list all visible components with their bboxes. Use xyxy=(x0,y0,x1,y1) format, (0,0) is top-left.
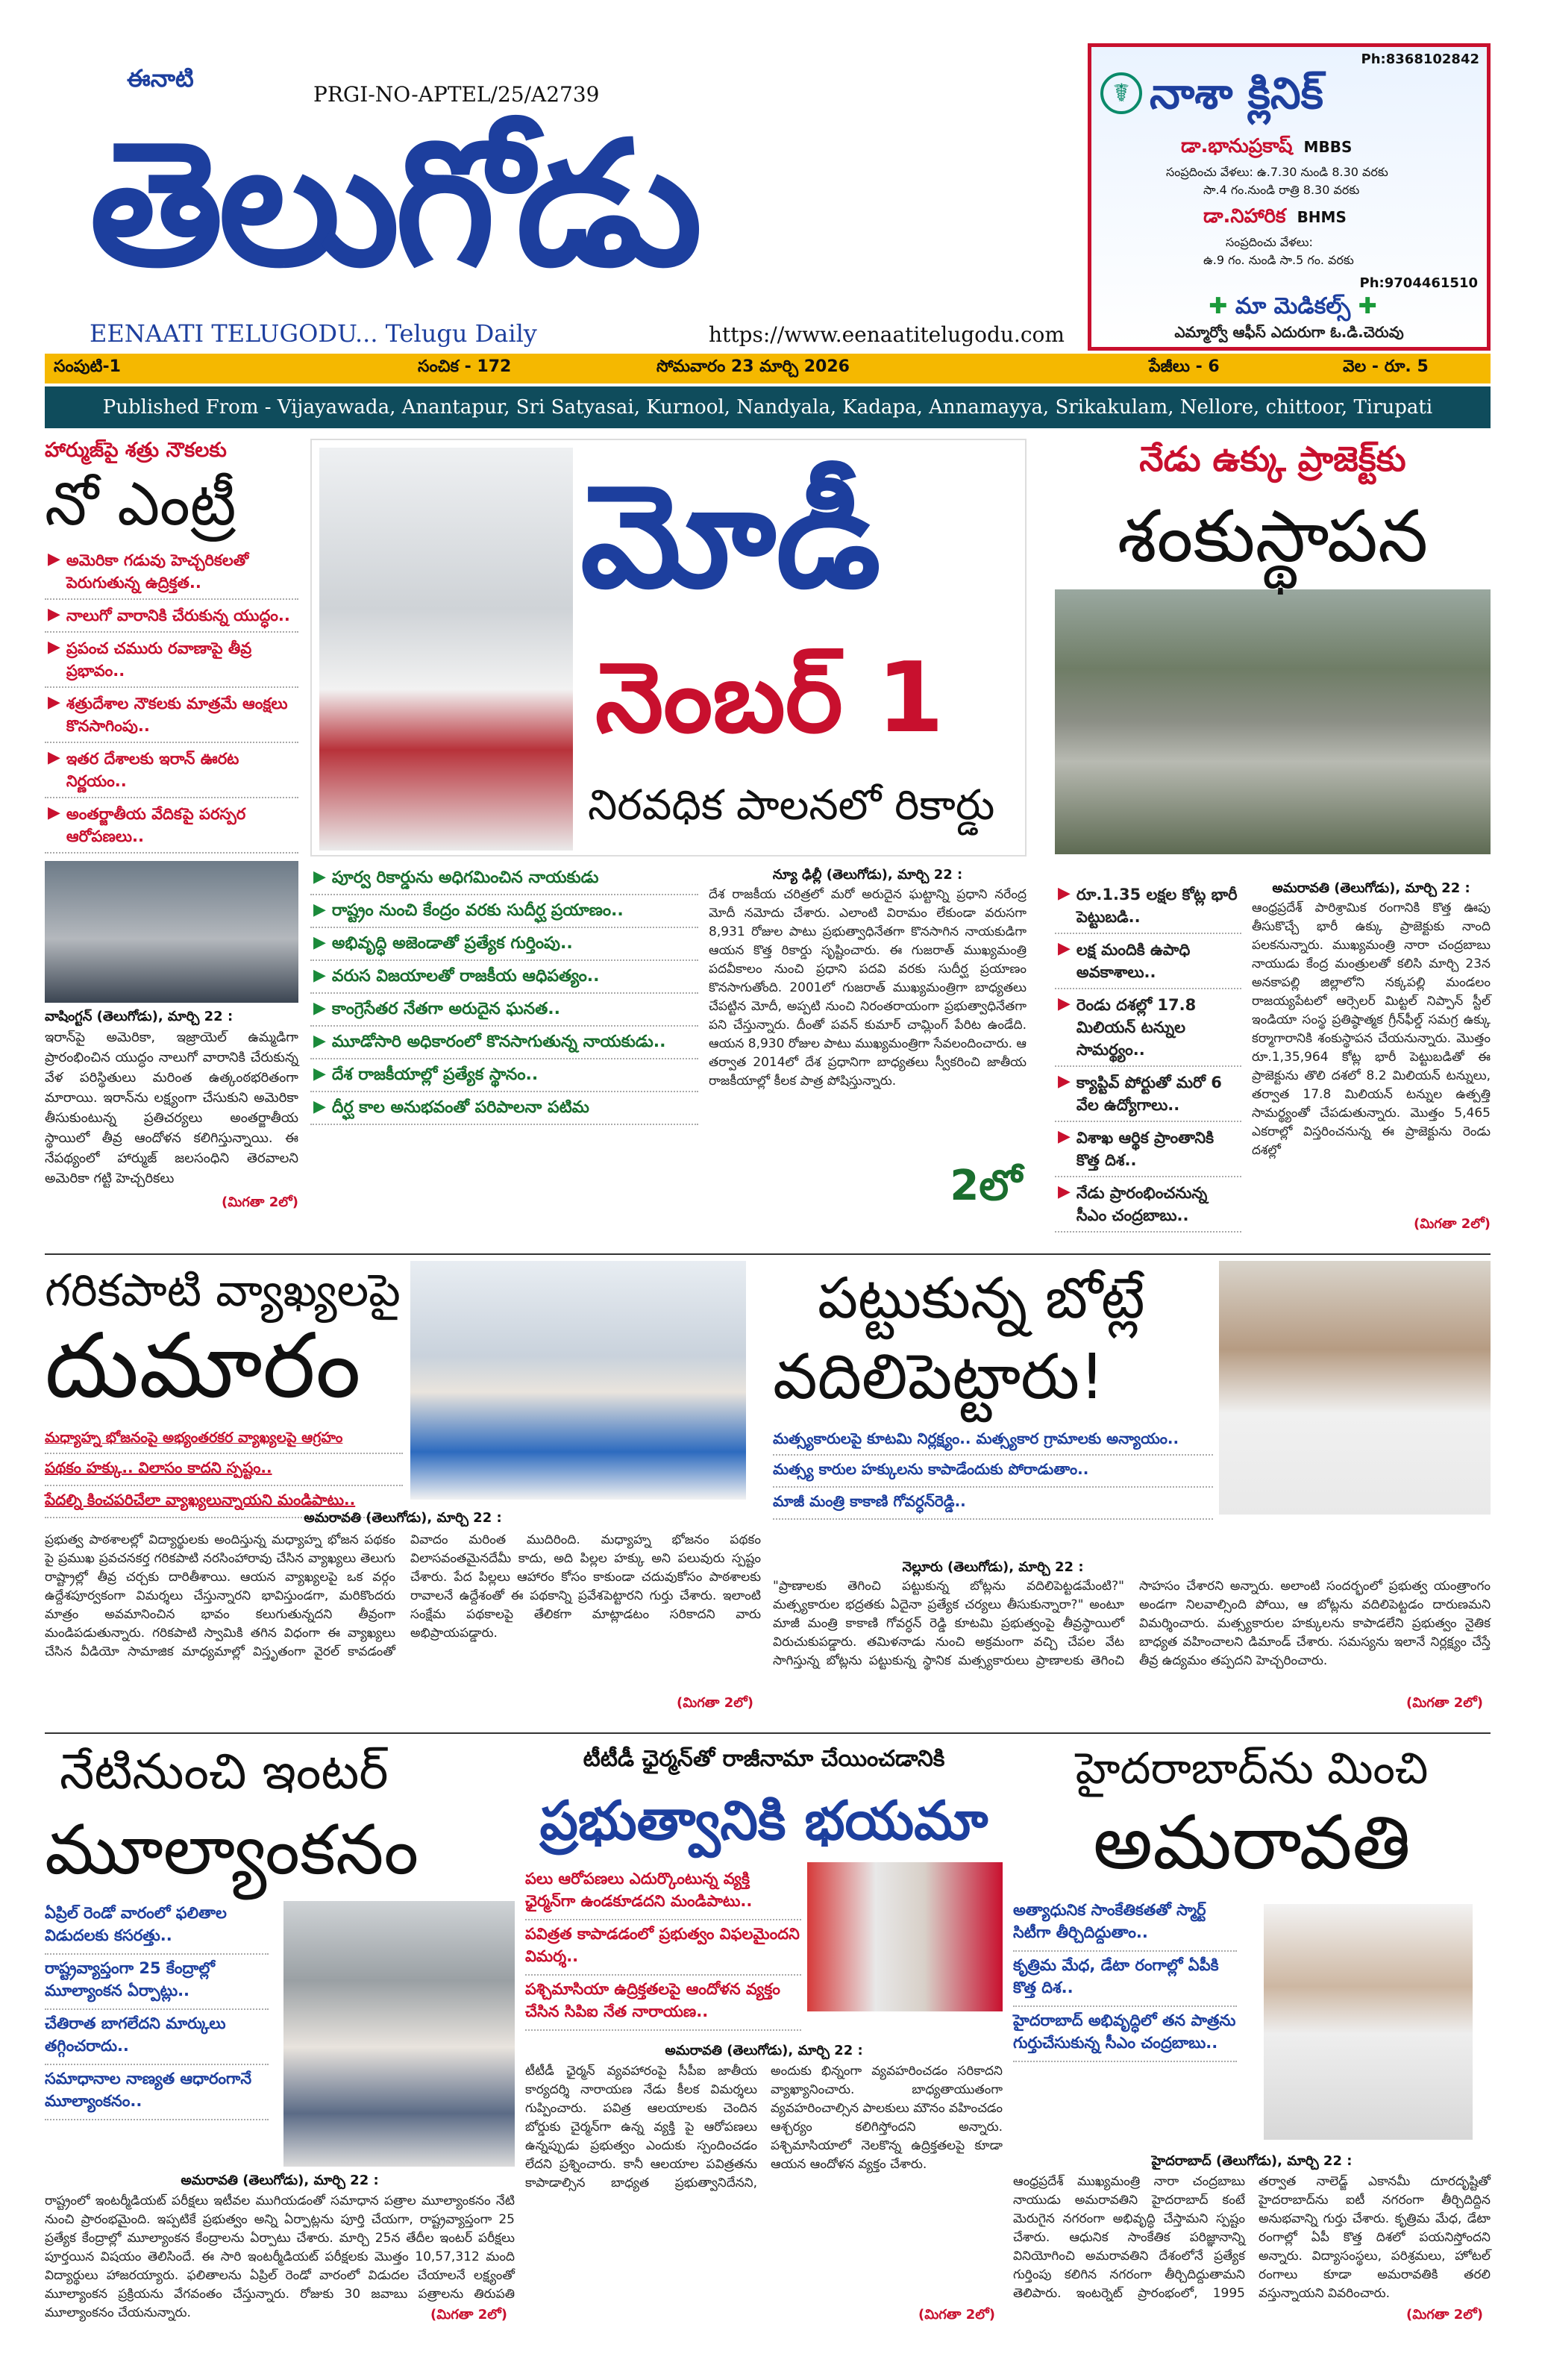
list-item xyxy=(1055,989,1241,1067)
amaravati-headline: అమరావతి xyxy=(1093,1799,1411,1886)
bullet-arrow-icon: ▶ xyxy=(313,901,326,919)
steel-story xyxy=(1055,439,1491,1259)
inter-exam-photo xyxy=(283,1901,515,2167)
bullet-text: రూ.1.35 లక్షల కోట్ల భారీ పెట్టుబడి.. xyxy=(1076,886,1238,926)
ttd-headline: ప్రభుత్వానికి భయమా xyxy=(539,1789,988,1852)
pharmacy-label: మా మెడికల్స్ xyxy=(1235,293,1351,319)
list-item xyxy=(1013,2007,1237,2062)
modi-bullet-list xyxy=(310,862,698,1125)
issue-number: సంచిక - 172 xyxy=(418,357,512,376)
bullet-arrow-icon: ▶ xyxy=(1058,1183,1071,1201)
doctor-1-name xyxy=(1181,135,1352,162)
bullet-arrow-icon: ▶ xyxy=(1058,884,1071,903)
garikapati-body xyxy=(45,1531,761,1692)
list-item xyxy=(310,928,698,961)
list-item xyxy=(45,743,298,798)
bullet-arrow-icon: ▶ xyxy=(313,1097,326,1116)
bullet-text: ఏప్రిల్ రెండో వారంలో ఫలితాల విడుదలకు కసరత్తు.. xyxy=(45,1904,227,1944)
website-link[interactable]: https://www.eenaatitelugodu.com xyxy=(709,322,1065,347)
bullet-arrow-icon: ▶ xyxy=(1058,995,1071,1013)
newspaper-subtitle: EENAATI TELUGODU... Telugu Daily xyxy=(90,319,537,348)
bullet-text: శత్రుదేశాల నౌకలకు మాత్రమే ఆంక్షలు కొనసాగింపు.. xyxy=(66,695,288,735)
bullet-text: కాంగ్రెసేతర నేతగా అరుదైన ఘనత.. xyxy=(331,1000,560,1018)
garikapati-photo xyxy=(410,1261,746,1500)
highlight-item: మత్స్య కారుల హక్కులను కాపాడేందుకు పోరాడుతాం.. xyxy=(773,1456,1213,1488)
hormuz-photo xyxy=(45,861,298,1003)
hormuz-continued: (మిగతా 2లో) xyxy=(222,1194,298,1210)
doctor-1-degree: MBBS xyxy=(1303,138,1353,156)
modi-continued: 2లో xyxy=(945,1162,1027,1221)
ad-phone-2: Ph:9704461510 xyxy=(1359,275,1478,291)
kakani-body-text: "ప్రాణాలకు తెగించి పట్టుకున్న బోట్లను వదిలిపెట్టడమేంటి?" మత్స్యకారుల భద్రతకు ఏదైనా ప్రత్యేక చర్యలు తీసుకున్నారా?" అంటూ మాజీ మంత్రి కాకాణి గోవర్ధన్ రెడ్డి కూటమి ప్రభుత్వంపై తీవ్రస్థాయిలో విరుచుకుపడ్డారు. తమిళనాడు నుంచి అక్రమంగా వచ్చి చేపల వేట సాగిస్తున్న బోట్లను పట్టుకున్న స్థానిక మత్స్యకారులు ప్రాణాలకు తెగించి సాహసం చేశారని అన్నారు. అలాంటి సందర్భంలో ప్రభుత్వ యంత్రాంగం అండగా నిలవాల్సింది పోయి, ఆ బోట్లను వదిలిపెట్టడం దారుణమని విమర్శించారు. మత్స్యకారుల హక్కులను కాపాడలేని ప్రభుత్వం నైతిక బాధ్యత వహించాలని డిమాండ్ చేశారు. సమస్యను ఇలానే నిర్లక్ష్యం చేస్తే తీవ్ర ఉద్యమం తప్పదని హెచ్చరించారు. xyxy=(773,1579,1491,1668)
doctor-2-timing: ఉ.9 గం. నుండి సా.5 గం. వరకు xyxy=(1203,253,1354,267)
doctor-2-label: డా.నిహారిక xyxy=(1203,205,1286,228)
ttd-continued: (మిగతా 2లో) xyxy=(918,2307,995,2323)
amaravati-kicker: హైదరాబాద్‌ను మించి xyxy=(1075,1743,1429,1794)
divider xyxy=(45,1732,1491,1734)
list-item xyxy=(310,961,698,994)
doctor-2-timing-label: సంప్రదించు వేళలు: xyxy=(1226,235,1313,249)
doctor-1-timing-evening: సా.4 గం.నుండి రాత్రి 8.30 వరకు xyxy=(1203,183,1360,197)
cross-icon: ✚ xyxy=(1209,293,1228,319)
list-item xyxy=(525,1865,801,1920)
bullet-arrow-icon: ▶ xyxy=(1058,1127,1071,1146)
bullet-arrow-icon: ▶ xyxy=(48,748,60,767)
garikapati-dateline: అమరావతి (తెలుగోడు), మార్చి 22 : xyxy=(304,1510,502,1526)
doctor-2-name xyxy=(1203,205,1347,232)
published-from-bar: Published From - Vijayawada, Anantapur, Sri Satyasai, Kurnool, Nandyala, Kadapa, Annamayya, Srikakulam, Nellore, chittoor, Tirupati xyxy=(45,386,1491,428)
bullet-text: హైదరాబాద్ అభివృద్ధిలో తన పాత్రను గుర్తుచేసుకున్న సీఎం చంద్రబాబు.. xyxy=(1013,2011,1236,2052)
bullet-text: లక్ష మందికి ఉపాధి అవకాశాలు.. xyxy=(1076,941,1191,981)
modi-subhead: నిరవధిక పాలనలో రికార్డు xyxy=(588,781,995,830)
hormuz-kicker: హార్ముజ్‌పై శత్రు నౌకలకు xyxy=(45,439,227,462)
clinic-name: నాశా క్లినిక్ xyxy=(1150,68,1323,119)
bullet-text: పశ్చిమాసియా ఉద్రిక్తతలపై ఆందోళన వ్యక్తం చేసిన సిపిఐ నేత నారాయణ.. xyxy=(525,1980,780,2020)
kakani-headline-line2: వదిలిపెట్టారు! xyxy=(773,1340,1105,1413)
price: వెల - రూ. 5 xyxy=(1343,357,1429,376)
bullet-text: ఇతర దేశాలకు ఇరాన్ ఊరట నిర్ణయం.. xyxy=(66,750,239,790)
ttd-story xyxy=(525,1738,1003,2335)
bullet-text: విశాఖ ఆర్థిక ప్రాంతానికి కొత్త దిశ.. xyxy=(1076,1129,1215,1169)
ad-address: ఎమ్మార్వో ఆఫీస్ ఎదురుగా ఓ.డి.చెరువు xyxy=(1174,323,1404,341)
cross-icon: ✚ xyxy=(1358,293,1377,319)
bullet-text: రాష్ట్రం నుంచి కేంద్రం వరకు సుదీర్ఘ ప్రయాణం.. xyxy=(331,901,624,920)
hormuz-dateline: వాషింగ్టన్ (తెలుగోడు), మార్చి 22 : xyxy=(45,1009,234,1024)
list-item xyxy=(1055,1067,1241,1122)
list-item xyxy=(310,1027,698,1059)
garikapati-body-text: ప్రభుత్వ పాఠశాలల్లో విద్యార్థులకు అందిస్తున్న మధ్యాహ్న భోజన పథకం పై ప్రముఖ ప్రవచనకర్త గరికపాటి నరసింహారావు చేసిన వ్యాఖ్యలు తెలుగు రాష్ట్రాల్లో తీవ్ర చర్చకు దారితీశాయి. ఆయన వ్యాఖ్యలపై ఒక వర్గం ఉద్దేశపూర్వకంగా విమర్శలు చేస్తున్నారని భావిస్తుండగా, మరికొందరు మాత్రం అవమానించిన భావం కలుగుతున్నదని తీవ్రంగా మండిపడుతున్నారు. గరికపాటి స్వామికి తగిన విధంగా ఈ వ్యాఖ్యలు చేసిన వీడియో సామాజిక మాధ్యమాల్లో విస్తృతంగా వైరల్ కావడంతో వివాదం మరింత ముదిరింది. మధ్యాహ్న భోజనం పథకం విలాసవంతమైనదేమీ కాదు, అది పిల్లల హక్కు అని పలువురు స్పష్టం చేశారు. పేద పిల్లలు ఆహారం కోసం కాకుండా చదువుకోసం పాఠశాలకు రావాలనే ఉద్దేశంతో ఈ పథకాన్ని ప్రవేశపెట్టారని గుర్తు చేశారు. ఇలాంటి సంక్షేమ పథకాలపై తేలికగా మాట్లాడటం సరికాదని వారు అభిప్రాయపడ్డారు. xyxy=(45,1532,761,1659)
inter-body-text: రాష్ట్రంలో ఇంటర్మీడియట్ పరీక్షలు ఇటీవల ముగియడంతో సమాధాన పత్రాల మూల్యాంకనం నేటి నుంచి ప్రారంభమైంది. ఇప్పటికే ప్రభుత్వం అన్ని ఏర్పాట్లను పూర్తి చేయగా, రాష్ట్రవ్యాప్తంగా 25 ప్రత్యేక కేంద్రాల్లో మూల్యాంకన కేంద్రాలను ఏర్పాటు చేశారు. మార్చి 25న తేదీల ఇంటర్ పరీక్షలు పూర్తయిన విషయం తెలిసిందే. ఈ సారి ఇంటర్మీడియట్ పరీక్షలకు మొత్తం 10,57,312 మంది విద్యార్థులు హాజరయ్యారు. ఫలితాలను ఏప్రిల్ రెండో వారంలో విడుదల చేయాలనే లక్ష్యంతో మూల్యాంకన ప్రక్రియను వేగవంతం చేస్తున్నారు. రోజుకు 30 జవాబు పత్రాలను తిరుపతి మూల్యాంకనం చేయనున్నారు. xyxy=(45,2193,515,2320)
modi-headline: నెంబర్ 1 xyxy=(595,641,944,754)
newspaper-title: తెలుగోడు xyxy=(90,105,698,304)
highlight-item: పేదల్ని కించపరిచేలా వ్యాఖ్యలున్నాయని మండిపాటు.. xyxy=(45,1486,403,1518)
list-item xyxy=(310,1059,698,1092)
steel-headline: శంకుస్థాపన xyxy=(1117,495,1429,578)
amaravati-bullet-list xyxy=(1013,1897,1237,2062)
steel-bullet-list xyxy=(1055,879,1241,1233)
list-item xyxy=(45,1900,269,1955)
amaravati-story xyxy=(1013,1738,1491,2335)
kakani-dateline: నెల్లూరు (తెలుగోడు), మార్చి 22 : xyxy=(902,1559,1084,1575)
bullet-text: నాలుగో వారానికి చేరుకున్న యుద్ధం.. xyxy=(66,607,290,624)
list-item xyxy=(45,798,298,854)
bullet-arrow-icon: ▶ xyxy=(1058,939,1071,958)
list-item xyxy=(45,2010,269,2065)
list-item xyxy=(1013,1897,1237,1952)
garikapati-headline: దుమారం xyxy=(45,1315,361,1418)
hormuz-body xyxy=(45,1027,298,1194)
eenaati-label: ఈనాటి xyxy=(127,64,194,93)
bullet-text: రాష్ట్రవ్యాప్తంగా 25 కేంద్రాల్లో మూల్యాంకన ఏర్పాట్లు.. xyxy=(45,1959,215,1999)
ttd-body-text: టీటీడీ ఛైర్మన్ వ్యవహారంపై సీపీఐ జాతీయ కార్యదర్శి నారాయణ నేడు కీలక విమర్శలు గుప్పించారు. పవిత్ర ఆలయాలకు చెందిన బోర్డుకు చైర్మన్‌గా ఉన్న వ్యక్తి పై ఆరోపణలు ఉన్నప్పుడు ప్రభుత్వం ఎందుకు స్పందించడం లేదని ప్రశ్నించారు. కానీ ఆలయాల పవిత్రతను కాపాడాల్సిన బాధ్యత ప్రభుత్వానిదేనని, అందుకు భిన్నంగా వ్యవహరించడం సరికాదని వ్యాఖ్యానించారు. బాధ్యతాయుతంగా వ్యవహరించాల్సిన పాలకులు మౌనం వహించడం ఆశ్చర్యం కలిగిస్తోందని అన్నారు. పశ్చిమాసియాలో నెలకొన్న ఉద్రిక్తతలపై కూడా ఆయన ఆందోళన వ్యక్తం చేశారు. xyxy=(525,2064,1003,2190)
bullet-text: పవిత్రత కాపాడడంలో ప్రభుత్వం విఫలమైందని విమర్శ.. xyxy=(525,1925,800,1965)
bullet-arrow-icon: ▶ xyxy=(313,1065,326,1083)
list-item xyxy=(1055,879,1241,934)
bullet-arrow-icon: ▶ xyxy=(313,1032,326,1050)
list-item xyxy=(310,895,698,928)
steel-body-text: ఆంధ్రప్రదేశ్ పారిశ్రామిక రంగానికి కొత్త ఊపు తీసుకొచ్చే భారీ ఉక్కు ప్రాజెక్టుకు నాంది పలకనున్నారు. ముఖ్యమంత్రి నారా చంద్రబాబు నాయుడు కేంద్ర మంత్రులతో కలిసి మార్చి 23న అనకాపల్లి జిల్లాలోని నక్కపల్లి మండలం రాజయ్యపేటలో ఆర్సెలర్ మిట్టల్ నిప్పాన్ స్టీల్ ఇండియా సంస్థ ప్రతిష్ఠాత్మక గ్రీన్‌ఫీల్డ్ సమగ్ర ఉక్కు కర్మాగారానికి శంకుస్థాపన చేయనున్నారు. మొత్తం రూ.1,35,964 కోట్ల భారీ పెట్టుబడితో ఈ ప్రాజెక్టును తొలి దశలో 8.2 మిలియన్ టన్నులు, తర్వాత 17.8 మిలియన్ టన్నుల ఉత్పత్తి సామర్థ్యంతో చేపడుతున్నారు. మొత్తం 5,465 ఎకరాల్లో విస్తరించనున్న ఈ ప్రాజెక్టును రెండు దశల్లో xyxy=(1252,901,1491,1158)
steel-body xyxy=(1252,899,1491,1216)
bullet-arrow-icon: ▶ xyxy=(313,933,326,952)
pharmacy-name xyxy=(1099,293,1487,325)
inter-kicker: నేటినుంచి ఇంటర్ xyxy=(60,1743,389,1800)
bullet-arrow-icon: ▶ xyxy=(313,999,326,1018)
hormuz-bullet-list xyxy=(45,545,298,854)
bullet-text: పలు ఆరోపణలు ఎదుర్కొంటున్న వ్యక్తి ఛైర్మన్‌గా ఉండకూడదని మండిపాటు.. xyxy=(525,1870,753,1910)
bullet-text: వరుస విజయాలతో రాజకీయ ఆధిపత్యం.. xyxy=(331,967,600,986)
garikapati-highlights xyxy=(45,1427,403,1518)
garikapati-kicker: గరికపాటి వ్యాఖ్యలపై xyxy=(45,1265,401,1317)
bullet-arrow-icon: ▶ xyxy=(48,550,60,569)
kakani-highlights xyxy=(773,1427,1213,1520)
hormuz-body-text: ఇరాన్‌పై అమెరికా, ఇజ్రాయెల్ ఉమ్మడిగా ప్రారంభించిన యుద్ధం నాలుగో వారానికి చేరుకున్న వేళ పరిస్థితులు మరింత ఉత్కంఠభరితంగా మారాయి. ఇరాన్‌ను లక్ష్యంగా చేసుకుని అమెరికా తీసుకుంటున్న ప్రతిచర్యలు అంతర్జాతీయ స్థాయిలో తీవ్ర ఆందోళన కలిగిస్తున్నాయి. ఈ నేపథ్యంలో హార్ముజ్ జలసంధిని తెరవాలని అమెరికా గట్టి హెచ్చరికలు xyxy=(45,1030,298,1186)
bullet-text: అభివృద్ధి అజెండాతో ప్రత్యేక గుర్తింపు.. xyxy=(331,934,573,953)
ttd-body xyxy=(525,2062,1003,2304)
bullet-text: సమాధానాల నాణ్యత ఆధారంగానే మూల్యాంకనం.. xyxy=(45,2070,252,2110)
garikapati-continued: (మిగతా 2లో) xyxy=(677,1695,753,1711)
list-item xyxy=(310,1092,698,1125)
bullet-arrow-icon: ▶ xyxy=(48,693,60,712)
volume-number: సంపుటి-1 xyxy=(54,357,121,376)
hormuz-headline: నో ఎంట్రీ xyxy=(45,469,236,539)
bullet-text: క్యాప్టివ్ పోర్టుతో మరో 6 వేల ఉద్యోగాలు.. xyxy=(1076,1074,1222,1114)
chandrababu-photo xyxy=(1264,1904,1473,2140)
list-item xyxy=(45,633,298,688)
modi-article xyxy=(709,867,1027,1255)
clinic-advertisement xyxy=(1088,43,1491,351)
bullet-text: కృత్రిమ మేధ, డేటా రంగాల్లో ఏపీకి కొత్త దిశ.. xyxy=(1013,1956,1219,1997)
highlight-item: పథకం హక్కు.. విలాసం కాదని స్పష్టం.. xyxy=(45,1454,403,1486)
bullet-text: దేశ రాజకీయాల్లో ప్రత్యేక స్థానం.. xyxy=(331,1065,539,1084)
steel-article xyxy=(1252,880,1491,1235)
bullet-text: అంతర్జాతీయ వేదికపై పరస్పర ఆరోపణలు.. xyxy=(66,805,246,845)
modi-body-text: దేశ రాజకీయ చరిత్రలో మరో అరుదైన ఘట్టాన్ని ప్రధాని నరేంద్ర మోదీ నమోదు చేశారు. ఎలాంటి విరామం లేకుండా వరుసగా 8,931 రోజుల పాటు ప్రభుత్వాధినేతగా కొనసాగిన నాయకుడిగా ఆయన కొత్త రికార్డు సృష్టించారు. ఈ గుజరాత్ ముఖ్యమంత్రి పదవీకాలం నుంచి ప్రధాని పదవి వరకు సుదీర్ఘ ప్రయాణం కొనసాగుతోంది. 2001లో గుజరాత్ ముఖ్యమంత్రిగా బాధ్యతలు చేపట్టిన మోదీ, అప్పటి నుంచి నిరంతరాయంగా ప్రభుత్వాధినేతగా పని చేస్తున్నారు. దీంతో పవన్ కుమార్ చామ్లింగ్ పేరిట ఉండేది. ఆయన 8,930 రోజుల పాటు ముఖ్యమంత్రిగా సేవలందించారు. ఆ తర్వాత 2014లో దేశ ప్రధానిగా బాధ్యతలు స్వీకరించి జాతీయ రాజకీయాల్లో కీలక పాత్ర పోషిస్తున్నారు. xyxy=(709,887,1027,1089)
inter-dateline: అమరావతి (తెలుగోడు), మార్చి 22 : xyxy=(181,2173,379,2188)
list-item xyxy=(1055,1122,1241,1177)
steel-continued: (మిగతా 2లో) xyxy=(1414,1216,1491,1232)
highlight-item: మధ్యాహ్న భోజనంపై అభ్యంతరకర వ్యాఖ్యలపై ఆగ్రహం xyxy=(45,1427,403,1454)
doctor-2-degree: BHMS xyxy=(1297,208,1347,226)
bullet-text: మూడోసారి అధికారంలో కొనసాగుతున్న నాయకుడు.. xyxy=(331,1033,666,1051)
list-item xyxy=(45,600,298,633)
medical-logo-icon: ☤ xyxy=(1100,72,1142,114)
steel-kicker: నేడు ఉక్కు ప్రాజెక్ట్‌కు xyxy=(1139,439,1406,479)
bullet-text: రెండు దశల్లో 17.8 మిలియన్ టన్నుల సామర్థ్యం.. xyxy=(1076,996,1197,1059)
bullet-arrow-icon: ▶ xyxy=(48,804,60,822)
ad-phone-1: Ph:8368102842 xyxy=(1361,51,1479,67)
kakani-continued: (మిగతా 2లో) xyxy=(1406,1695,1483,1711)
bullet-text: నేడు ప్రారంభించనున్న సీఎం చంద్రబాబు.. xyxy=(1076,1184,1208,1224)
ttd-bullet-list xyxy=(525,1865,801,2031)
doctor-1-label: డా.భానుప్రకాష్ xyxy=(1181,135,1293,157)
page-count: పేజీలు - 6 xyxy=(1149,357,1220,376)
modi-photo xyxy=(319,448,573,851)
kakani-headline-line1: పట్టుకున్న బోట్లే xyxy=(818,1265,1145,1331)
registration-number: PRGI-NO-APTEL/25/A2739 xyxy=(313,82,600,107)
list-item xyxy=(45,1955,269,2010)
inter-headline: మూల్యాంకనం xyxy=(45,1810,419,1890)
kakani-story xyxy=(773,1261,1491,1731)
info-bar xyxy=(45,354,1491,383)
bullet-text: అత్యాధునిక సాంకేతికతతో స్మార్ట్ సిటీగా తీర్చిదిద్దుతాం.. xyxy=(1013,1901,1206,1941)
inter-story xyxy=(45,1738,515,2335)
list-item xyxy=(525,1920,801,1976)
bullet-arrow-icon: ▶ xyxy=(1058,1072,1071,1091)
list-item xyxy=(45,2065,269,2120)
bullet-text: దీర్ఘ కాల అనుభవంతో పరిపాలనా పటిమ xyxy=(331,1098,589,1117)
bullet-arrow-icon: ▶ xyxy=(48,605,60,624)
list-item xyxy=(525,1976,801,2031)
kakani-body xyxy=(773,1577,1491,1691)
bullet-text: పూర్వ రికార్డును అధిగమించిన నాయకుడు xyxy=(331,868,599,887)
modi-graphic xyxy=(310,439,1027,857)
amaravati-body-text: ఆంధ్రప్రదేశ్ ముఖ్యమంత్రి నారా చంద్రబాబు నాయుడు అమరావతిని హైదరాబాద్ కంటే మెరుగైన నగరంగా అభివృద్ధి చేస్తామని స్పష్టం చేశారు. ఆధునిక సాంకేతిక పరిజ్ఞానాన్ని వినియోగించి అమరావతిని దేశంలోనే ప్రత్యేక గుర్తింపు కలిగిన నగరంగా తీర్చిదిద్దుతామని తెలిపారు. ఇంటర్నెట్ ప్రారంభంలో, 1995 తర్వాత నాలెడ్జ్ ఎకానమీ దూరదృష్టితో హైదరాబాద్‌ను ఐటీ నగరంగా తీర్చిదిద్దిన అనుభవాన్ని గుర్తు చేశారు. కృత్రిమ మేధ, డేటా రంగాల్లో ఏపీ కొత్త దిశలో పయనిస్తోందని అన్నారు. విద్యాసంస్థలు, పరిశ్రమలు, హోటల్ రంగాలు కూడా అమరావతికి తరలి వస్తున్నాయని వివరించారు. xyxy=(1013,2174,1491,2301)
issue-date: సోమవారం 23 మార్చి 2026 xyxy=(656,357,850,376)
list-item xyxy=(310,862,698,895)
bullet-arrow-icon: ▶ xyxy=(313,966,326,985)
amaravati-body xyxy=(1013,2173,1491,2304)
narayana-photo xyxy=(807,1862,1003,2011)
hormuz-story xyxy=(45,439,298,1259)
masthead xyxy=(0,0,1542,351)
ttd-dateline: అమరావతి (తెలుగోడు), మార్చి 22 : xyxy=(665,2043,863,2058)
list-item xyxy=(310,994,698,1027)
amaravati-dateline: హైదరాబాద్ (తెలుగోడు), మార్చి 22 : xyxy=(1151,2153,1353,2169)
steel-dateline: అమరావతి (తెలుగోడు), మార్చి 22 : xyxy=(1272,880,1470,896)
list-item xyxy=(1013,1952,1237,2007)
bullet-text: అమెరికా గడువు హెచ్చరికలతో పెరుగుతున్న ఉద్రిక్తత.. xyxy=(66,551,249,592)
list-item xyxy=(45,545,298,600)
bullet-text: ప్రపంచ చమురు రవాణాపై తీవ్ర ప్రభావం.. xyxy=(66,639,252,680)
list-item xyxy=(45,688,298,743)
amaravati-continued: (మిగతా 2లో) xyxy=(1406,2307,1483,2323)
highlight-item: మత్స్యకారులపై కూటమి నిర్లక్ష్యం.. మత్స్యకార గ్రామాలకు అన్యాయం.. xyxy=(773,1427,1213,1456)
garikapati-story xyxy=(45,1261,761,1731)
inter-bullet-list xyxy=(45,1900,269,2120)
bullet-arrow-icon: ▶ xyxy=(313,868,326,886)
doctor-1-timing: సంప్రదించు వేళలు: ఉ.7.30 నుండి 8.30 వరకు xyxy=(1166,165,1388,179)
steel-plant-photo xyxy=(1055,589,1491,854)
modi-dateline: న్యూ ఢిల్లీ (తెలుగోడు), మార్చి 22 : xyxy=(772,867,963,883)
modi-story xyxy=(310,439,1027,1259)
divider xyxy=(45,1253,1491,1255)
bullet-arrow-icon: ▶ xyxy=(48,638,60,657)
inter-continued: (మిగతా 2లో) xyxy=(430,2307,507,2323)
ttd-kicker: టీటీడీ ఛైర్మన్‌తో రాజీనామా చేయించడానికి xyxy=(583,1746,945,1772)
list-item xyxy=(1055,934,1241,989)
modi-name: మోడీ xyxy=(580,454,881,619)
kakani-photo xyxy=(1219,1261,1491,1515)
bullet-text: చేతిరాత బాగలేదని మార్కులు తగ్గించరాదు.. xyxy=(45,2014,226,2055)
list-item xyxy=(1055,1177,1241,1233)
highlight-item: మాజీ మంత్రి కాకాణి గోవర్ధన్‌రెడ్డి.. xyxy=(773,1488,1213,1520)
